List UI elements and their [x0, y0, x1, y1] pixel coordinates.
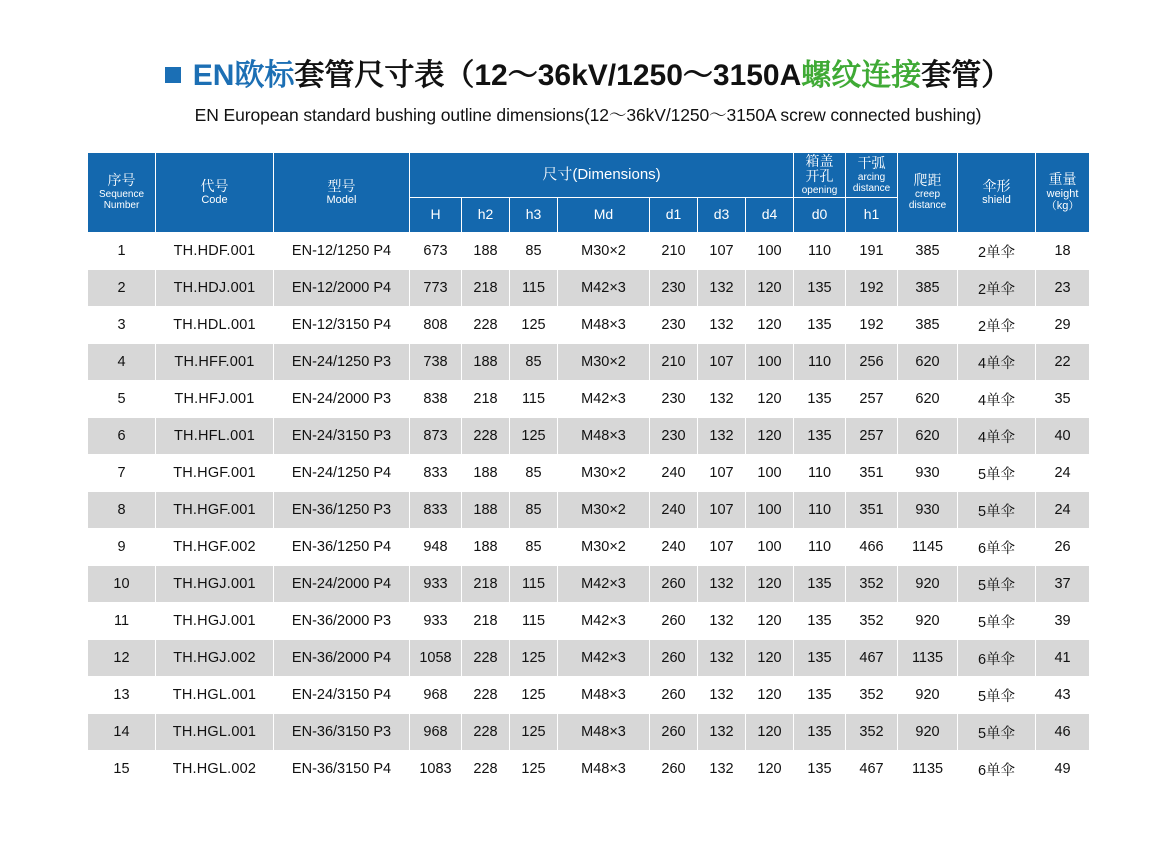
cell-h2: 228 — [462, 714, 510, 751]
table-row — [88, 270, 1090, 307]
cell-H: 968 — [410, 677, 462, 714]
cell-d3: 132 — [698, 603, 746, 640]
cell-weight: 18 — [1036, 233, 1090, 270]
col-arcing-symbol: h1 — [846, 198, 898, 233]
cell-d1: 260 — [650, 566, 698, 603]
cell-H: 933 — [410, 566, 462, 603]
cell-Md: M48×3 — [558, 307, 650, 344]
cell-d1: 260 — [650, 603, 698, 640]
cell-shield: 5单伞 — [958, 677, 1036, 714]
col-dim-h3: h3 — [510, 198, 558, 233]
cell-d4: 100 — [746, 233, 794, 270]
cell-Md: M30×2 — [558, 344, 650, 381]
cell-code: TH.HGF.001 — [156, 455, 274, 492]
cell-seq: 13 — [88, 677, 156, 714]
cell-d0: 135 — [794, 677, 846, 714]
cell-creep: 920 — [898, 566, 958, 603]
cell-H: 773 — [410, 270, 462, 307]
cell-h2: 218 — [462, 603, 510, 640]
cell-H: 948 — [410, 529, 462, 566]
cell-h3: 125 — [510, 714, 558, 751]
cell-code: TH.HFF.001 — [156, 344, 274, 381]
bullet-icon — [165, 67, 181, 83]
cell-Md: M48×3 — [558, 714, 650, 751]
cell-model: EN-24/2000 P4 — [274, 566, 410, 603]
cell-weight: 26 — [1036, 529, 1090, 566]
col-sequence-number — [88, 153, 156, 233]
cell-d3: 132 — [698, 677, 746, 714]
col-seq-cn: 序号 — [107, 172, 136, 189]
table-row — [88, 233, 1090, 270]
cell-Md: M30×2 — [558, 492, 650, 529]
col-opening-cn2: 开孔 — [805, 168, 834, 185]
cell-d4: 100 — [746, 492, 794, 529]
col-code-en: Code — [201, 194, 228, 207]
cell-code: TH.HGJ.001 — [156, 566, 274, 603]
cell-h1: 192 — [846, 307, 898, 344]
cell-d0: 135 — [794, 566, 846, 603]
cell-d0: 110 — [794, 529, 846, 566]
cell-h1: 351 — [846, 455, 898, 492]
cell-seq: 5 — [88, 381, 156, 418]
cell-d4: 120 — [746, 677, 794, 714]
cell-h3: 125 — [510, 640, 558, 677]
cell-creep: 1145 — [898, 529, 958, 566]
cell-creep: 920 — [898, 603, 958, 640]
cell-weight: 35 — [1036, 381, 1090, 418]
cell-d0: 110 — [794, 344, 846, 381]
cell-model: EN-36/1250 P4 — [274, 529, 410, 566]
col-dim-H: H — [410, 198, 462, 233]
cell-d0: 135 — [794, 714, 846, 751]
cell-d0: 110 — [794, 233, 846, 270]
cell-model: EN-24/3150 P3 — [274, 418, 410, 455]
cell-code: TH.HGJ.002 — [156, 640, 274, 677]
title-block — [0, 58, 1176, 127]
cell-model: EN-24/3150 P4 — [274, 677, 410, 714]
spec-table-container — [87, 152, 1087, 788]
cell-Md: M42×3 — [558, 603, 650, 640]
cell-shield: 5单伞 — [958, 603, 1036, 640]
cell-creep: 385 — [898, 307, 958, 344]
col-dim-d4: d4 — [746, 198, 794, 233]
cell-seq: 2 — [88, 270, 156, 307]
cell-h3: 115 — [510, 270, 558, 307]
col-seq-en2: Number — [103, 200, 140, 212]
cell-d3: 132 — [698, 566, 746, 603]
col-code-cn: 代号 — [200, 177, 229, 194]
col-arcing-en1: arcing — [857, 171, 886, 183]
cell-shield: 2单伞 — [958, 270, 1036, 307]
cell-h3: 85 — [510, 344, 558, 381]
cell-seq: 14 — [88, 714, 156, 751]
cell-h2: 228 — [462, 640, 510, 677]
cell-Md: M42×3 — [558, 566, 650, 603]
cell-d1: 240 — [650, 492, 698, 529]
cell-model: EN-36/3150 P4 — [274, 751, 410, 788]
cell-creep: 620 — [898, 344, 958, 381]
cell-d0: 135 — [794, 603, 846, 640]
col-seq-en1: Sequence — [98, 189, 145, 201]
cell-model: EN-36/1250 P3 — [274, 492, 410, 529]
cell-d1: 230 — [650, 270, 698, 307]
col-creep-en1: creep — [915, 189, 941, 201]
cell-h2: 218 — [462, 566, 510, 603]
table-row — [88, 714, 1090, 751]
cell-h3: 125 — [510, 751, 558, 788]
cell-model: EN-12/3150 P4 — [274, 307, 410, 344]
cell-weight: 29 — [1036, 307, 1090, 344]
title-part-main: 套管尺寸表（12～36kV/1250～3150A — [294, 59, 802, 92]
cell-d4: 120 — [746, 603, 794, 640]
cell-seq: 11 — [88, 603, 156, 640]
cell-h3: 85 — [510, 492, 558, 529]
cell-h1: 467 — [846, 640, 898, 677]
cell-shield: 5单伞 — [958, 566, 1036, 603]
cell-h1: 192 — [846, 270, 898, 307]
cell-Md: M42×3 — [558, 381, 650, 418]
cell-H: 833 — [410, 492, 462, 529]
cell-d1: 260 — [650, 677, 698, 714]
cell-code: TH.HFJ.001 — [156, 381, 274, 418]
cell-H: 833 — [410, 455, 462, 492]
cell-h3: 115 — [510, 566, 558, 603]
cell-d4: 100 — [746, 455, 794, 492]
table-row — [88, 640, 1090, 677]
table-row — [88, 307, 1090, 344]
cell-d3: 132 — [698, 381, 746, 418]
cell-d3: 107 — [698, 492, 746, 529]
cell-Md: M30×2 — [558, 455, 650, 492]
cell-d4: 120 — [746, 751, 794, 788]
cell-h1: 257 — [846, 418, 898, 455]
col-weight-cn: 重量 — [1048, 171, 1077, 188]
col-creep-cn: 爬距 — [913, 172, 942, 189]
cell-code: TH.HGF.002 — [156, 529, 274, 566]
col-weight — [1036, 153, 1090, 233]
col-arcing-distance — [846, 153, 898, 198]
cell-d4: 120 — [746, 566, 794, 603]
cell-Md: M42×3 — [558, 640, 650, 677]
cell-h2: 218 — [462, 381, 510, 418]
cell-d4: 120 — [746, 714, 794, 751]
cell-h2: 188 — [462, 529, 510, 566]
cell-shield: 5单伞 — [958, 714, 1036, 751]
col-weight-en2: （kg） — [1045, 200, 1080, 213]
col-opening-en: opening — [801, 185, 838, 197]
cell-h1: 352 — [846, 566, 898, 603]
col-weight-en1: weight — [1046, 188, 1079, 201]
cell-d1: 260 — [650, 751, 698, 788]
cell-shield: 4单伞 — [958, 344, 1036, 381]
col-shield-cn: 伞形 — [982, 177, 1011, 194]
cell-Md: M48×3 — [558, 751, 650, 788]
cell-H: 1083 — [410, 751, 462, 788]
cell-seq: 8 — [88, 492, 156, 529]
cell-Md: M48×3 — [558, 418, 650, 455]
spec-table — [87, 152, 1090, 788]
col-dimensions-group: 尺寸(Dimensions) — [410, 153, 794, 198]
cell-creep: 620 — [898, 381, 958, 418]
cell-seq: 3 — [88, 307, 156, 344]
cell-weight: 46 — [1036, 714, 1090, 751]
col-dim-d1: d1 — [650, 198, 698, 233]
col-shield-en: shield — [982, 194, 1011, 207]
cell-h3: 115 — [510, 603, 558, 640]
cell-h2: 228 — [462, 307, 510, 344]
cell-h3: 85 — [510, 233, 558, 270]
cell-d0: 135 — [794, 751, 846, 788]
cell-h2: 228 — [462, 677, 510, 714]
col-model-en: Model — [326, 194, 357, 207]
col-opening-symbol: d0 — [794, 198, 846, 233]
cell-code: TH.HGF.001 — [156, 492, 274, 529]
table-row — [88, 677, 1090, 714]
header-row-1 — [88, 153, 1090, 198]
cell-h3: 85 — [510, 529, 558, 566]
cell-shield: 5单伞 — [958, 455, 1036, 492]
cell-weight: 24 — [1036, 492, 1090, 529]
cell-d0: 135 — [794, 270, 846, 307]
cell-h1: 352 — [846, 677, 898, 714]
cell-code: TH.HDJ.001 — [156, 270, 274, 307]
cell-d3: 132 — [698, 640, 746, 677]
cell-weight: 49 — [1036, 751, 1090, 788]
cell-h3: 85 — [510, 455, 558, 492]
cell-creep: 920 — [898, 714, 958, 751]
col-arcing-en2: distance — [852, 182, 891, 194]
cell-Md: M30×2 — [558, 233, 650, 270]
title-part-en-standard: EN欧标 — [192, 59, 295, 92]
cell-model: EN-12/2000 P4 — [274, 270, 410, 307]
cell-seq: 4 — [88, 344, 156, 381]
cell-d0: 135 — [794, 418, 846, 455]
cell-code: TH.HDL.001 — [156, 307, 274, 344]
cell-Md: M48×3 — [558, 677, 650, 714]
cell-model: EN-36/2000 P3 — [274, 603, 410, 640]
cell-h3: 125 — [510, 677, 558, 714]
cell-weight: 41 — [1036, 640, 1090, 677]
cell-shield: 2单伞 — [958, 233, 1036, 270]
cell-creep: 920 — [898, 677, 958, 714]
cell-d1: 230 — [650, 307, 698, 344]
cell-weight: 43 — [1036, 677, 1090, 714]
cell-H: 808 — [410, 307, 462, 344]
cell-h1: 257 — [846, 381, 898, 418]
cell-h2: 188 — [462, 344, 510, 381]
cell-code: TH.HFL.001 — [156, 418, 274, 455]
table-row — [88, 603, 1090, 640]
cell-h1: 352 — [846, 714, 898, 751]
col-code — [156, 153, 274, 233]
cell-d4: 120 — [746, 640, 794, 677]
cell-d1: 230 — [650, 381, 698, 418]
cell-h1: 256 — [846, 344, 898, 381]
cell-creep: 385 — [898, 233, 958, 270]
table-row — [88, 529, 1090, 566]
cell-h3: 125 — [510, 418, 558, 455]
col-creep-distance — [898, 153, 958, 233]
cell-shield: 2单伞 — [958, 307, 1036, 344]
cell-creep: 930 — [898, 492, 958, 529]
cell-creep: 1135 — [898, 640, 958, 677]
cell-d1: 240 — [650, 529, 698, 566]
cell-seq: 6 — [88, 418, 156, 455]
cell-d3: 132 — [698, 270, 746, 307]
col-model-cn: 型号 — [327, 177, 356, 194]
cell-d3: 132 — [698, 714, 746, 751]
cell-H: 1058 — [410, 640, 462, 677]
cell-h2: 218 — [462, 270, 510, 307]
cell-d0: 110 — [794, 455, 846, 492]
cell-h2: 188 — [462, 492, 510, 529]
cell-d3: 132 — [698, 418, 746, 455]
cell-d0: 135 — [794, 640, 846, 677]
page-subtitle: EN European standard bushing outline dimensions(12～36kV/1250～3150A screw connected bushing) — [194, 105, 982, 125]
cell-d1: 210 — [650, 344, 698, 381]
cell-shield: 4单伞 — [958, 418, 1036, 455]
title-part-tail: 套管） — [921, 59, 1012, 92]
cell-d1: 230 — [650, 418, 698, 455]
cell-shield: 6单伞 — [958, 640, 1036, 677]
col-model — [274, 153, 410, 233]
cell-h3: 115 — [510, 381, 558, 418]
cell-d4: 120 — [746, 381, 794, 418]
cell-weight: 40 — [1036, 418, 1090, 455]
table-row — [88, 751, 1090, 788]
cell-model: EN-24/2000 P3 — [274, 381, 410, 418]
table-row — [88, 381, 1090, 418]
cell-h2: 228 — [462, 751, 510, 788]
col-opening — [794, 153, 846, 198]
cell-d1: 240 — [650, 455, 698, 492]
cell-H: 873 — [410, 418, 462, 455]
cell-seq: 7 — [88, 455, 156, 492]
table-row — [88, 455, 1090, 492]
table-row — [88, 344, 1090, 381]
table-row — [88, 566, 1090, 603]
table-header — [88, 153, 1090, 233]
col-dim-d3: d3 — [698, 198, 746, 233]
cell-d1: 260 — [650, 640, 698, 677]
cell-model: EN-36/3150 P3 — [274, 714, 410, 751]
cell-d3: 107 — [698, 344, 746, 381]
cell-shield: 4单伞 — [958, 381, 1036, 418]
table-row — [88, 492, 1090, 529]
col-dim-Md: Md — [558, 198, 650, 233]
cell-model: EN-12/1250 P4 — [274, 233, 410, 270]
cell-seq: 9 — [88, 529, 156, 566]
cell-H: 738 — [410, 344, 462, 381]
col-shield — [958, 153, 1036, 233]
cell-seq: 10 — [88, 566, 156, 603]
cell-shield: 5单伞 — [958, 492, 1036, 529]
cell-h2: 188 — [462, 233, 510, 270]
cell-weight: 24 — [1036, 455, 1090, 492]
cell-d3: 107 — [698, 233, 746, 270]
cell-code: TH.HDF.001 — [156, 233, 274, 270]
cell-d0: 135 — [794, 381, 846, 418]
cell-d3: 107 — [698, 529, 746, 566]
cell-seq: 12 — [88, 640, 156, 677]
cell-h2: 188 — [462, 455, 510, 492]
cell-shield: 6单伞 — [958, 751, 1036, 788]
col-opening-cn1: 箱盖 — [805, 152, 834, 169]
cell-d4: 100 — [746, 344, 794, 381]
cell-seq: 1 — [88, 233, 156, 270]
cell-h2: 228 — [462, 418, 510, 455]
cell-d4: 120 — [746, 270, 794, 307]
table-row — [88, 418, 1090, 455]
cell-H: 968 — [410, 714, 462, 751]
cell-code: TH.HGL.001 — [156, 677, 274, 714]
cell-d4: 120 — [746, 307, 794, 344]
cell-creep: 930 — [898, 455, 958, 492]
cell-d1: 210 — [650, 233, 698, 270]
cell-creep: 385 — [898, 270, 958, 307]
cell-d4: 120 — [746, 418, 794, 455]
col-dim-h2: h2 — [462, 198, 510, 233]
cell-d3: 132 — [698, 307, 746, 344]
cell-weight: 39 — [1036, 603, 1090, 640]
cell-H: 933 — [410, 603, 462, 640]
cell-Md: M42×3 — [558, 270, 650, 307]
cell-weight: 23 — [1036, 270, 1090, 307]
page-title — [0, 58, 1176, 94]
cell-h1: 351 — [846, 492, 898, 529]
col-arcing-cn: 干弧 — [857, 154, 886, 171]
title-part-screw: 螺纹连接 — [801, 59, 922, 92]
cell-Md: M30×2 — [558, 529, 650, 566]
cell-d0: 135 — [794, 307, 846, 344]
cell-d3: 107 — [698, 455, 746, 492]
cell-d4: 100 — [746, 529, 794, 566]
cell-code: TH.HGJ.001 — [156, 603, 274, 640]
cell-code: TH.HGL.002 — [156, 751, 274, 788]
cell-weight: 22 — [1036, 344, 1090, 381]
col-creep-en2: distance — [908, 200, 947, 212]
cell-seq: 15 — [88, 751, 156, 788]
cell-model: EN-36/2000 P4 — [274, 640, 410, 677]
cell-h1: 467 — [846, 751, 898, 788]
cell-h1: 352 — [846, 603, 898, 640]
cell-model: EN-24/1250 P3 — [274, 344, 410, 381]
cell-H: 838 — [410, 381, 462, 418]
cell-d0: 110 — [794, 492, 846, 529]
cell-weight: 37 — [1036, 566, 1090, 603]
cell-model: EN-24/1250 P4 — [274, 455, 410, 492]
cell-h3: 125 — [510, 307, 558, 344]
cell-shield: 6单伞 — [958, 529, 1036, 566]
cell-creep: 620 — [898, 418, 958, 455]
cell-H: 673 — [410, 233, 462, 270]
cell-code: TH.HGL.001 — [156, 714, 274, 751]
cell-d1: 260 — [650, 714, 698, 751]
cell-d3: 132 — [698, 751, 746, 788]
table-body — [88, 233, 1090, 788]
cell-h1: 466 — [846, 529, 898, 566]
cell-creep: 1135 — [898, 751, 958, 788]
cell-h1: 191 — [846, 233, 898, 270]
